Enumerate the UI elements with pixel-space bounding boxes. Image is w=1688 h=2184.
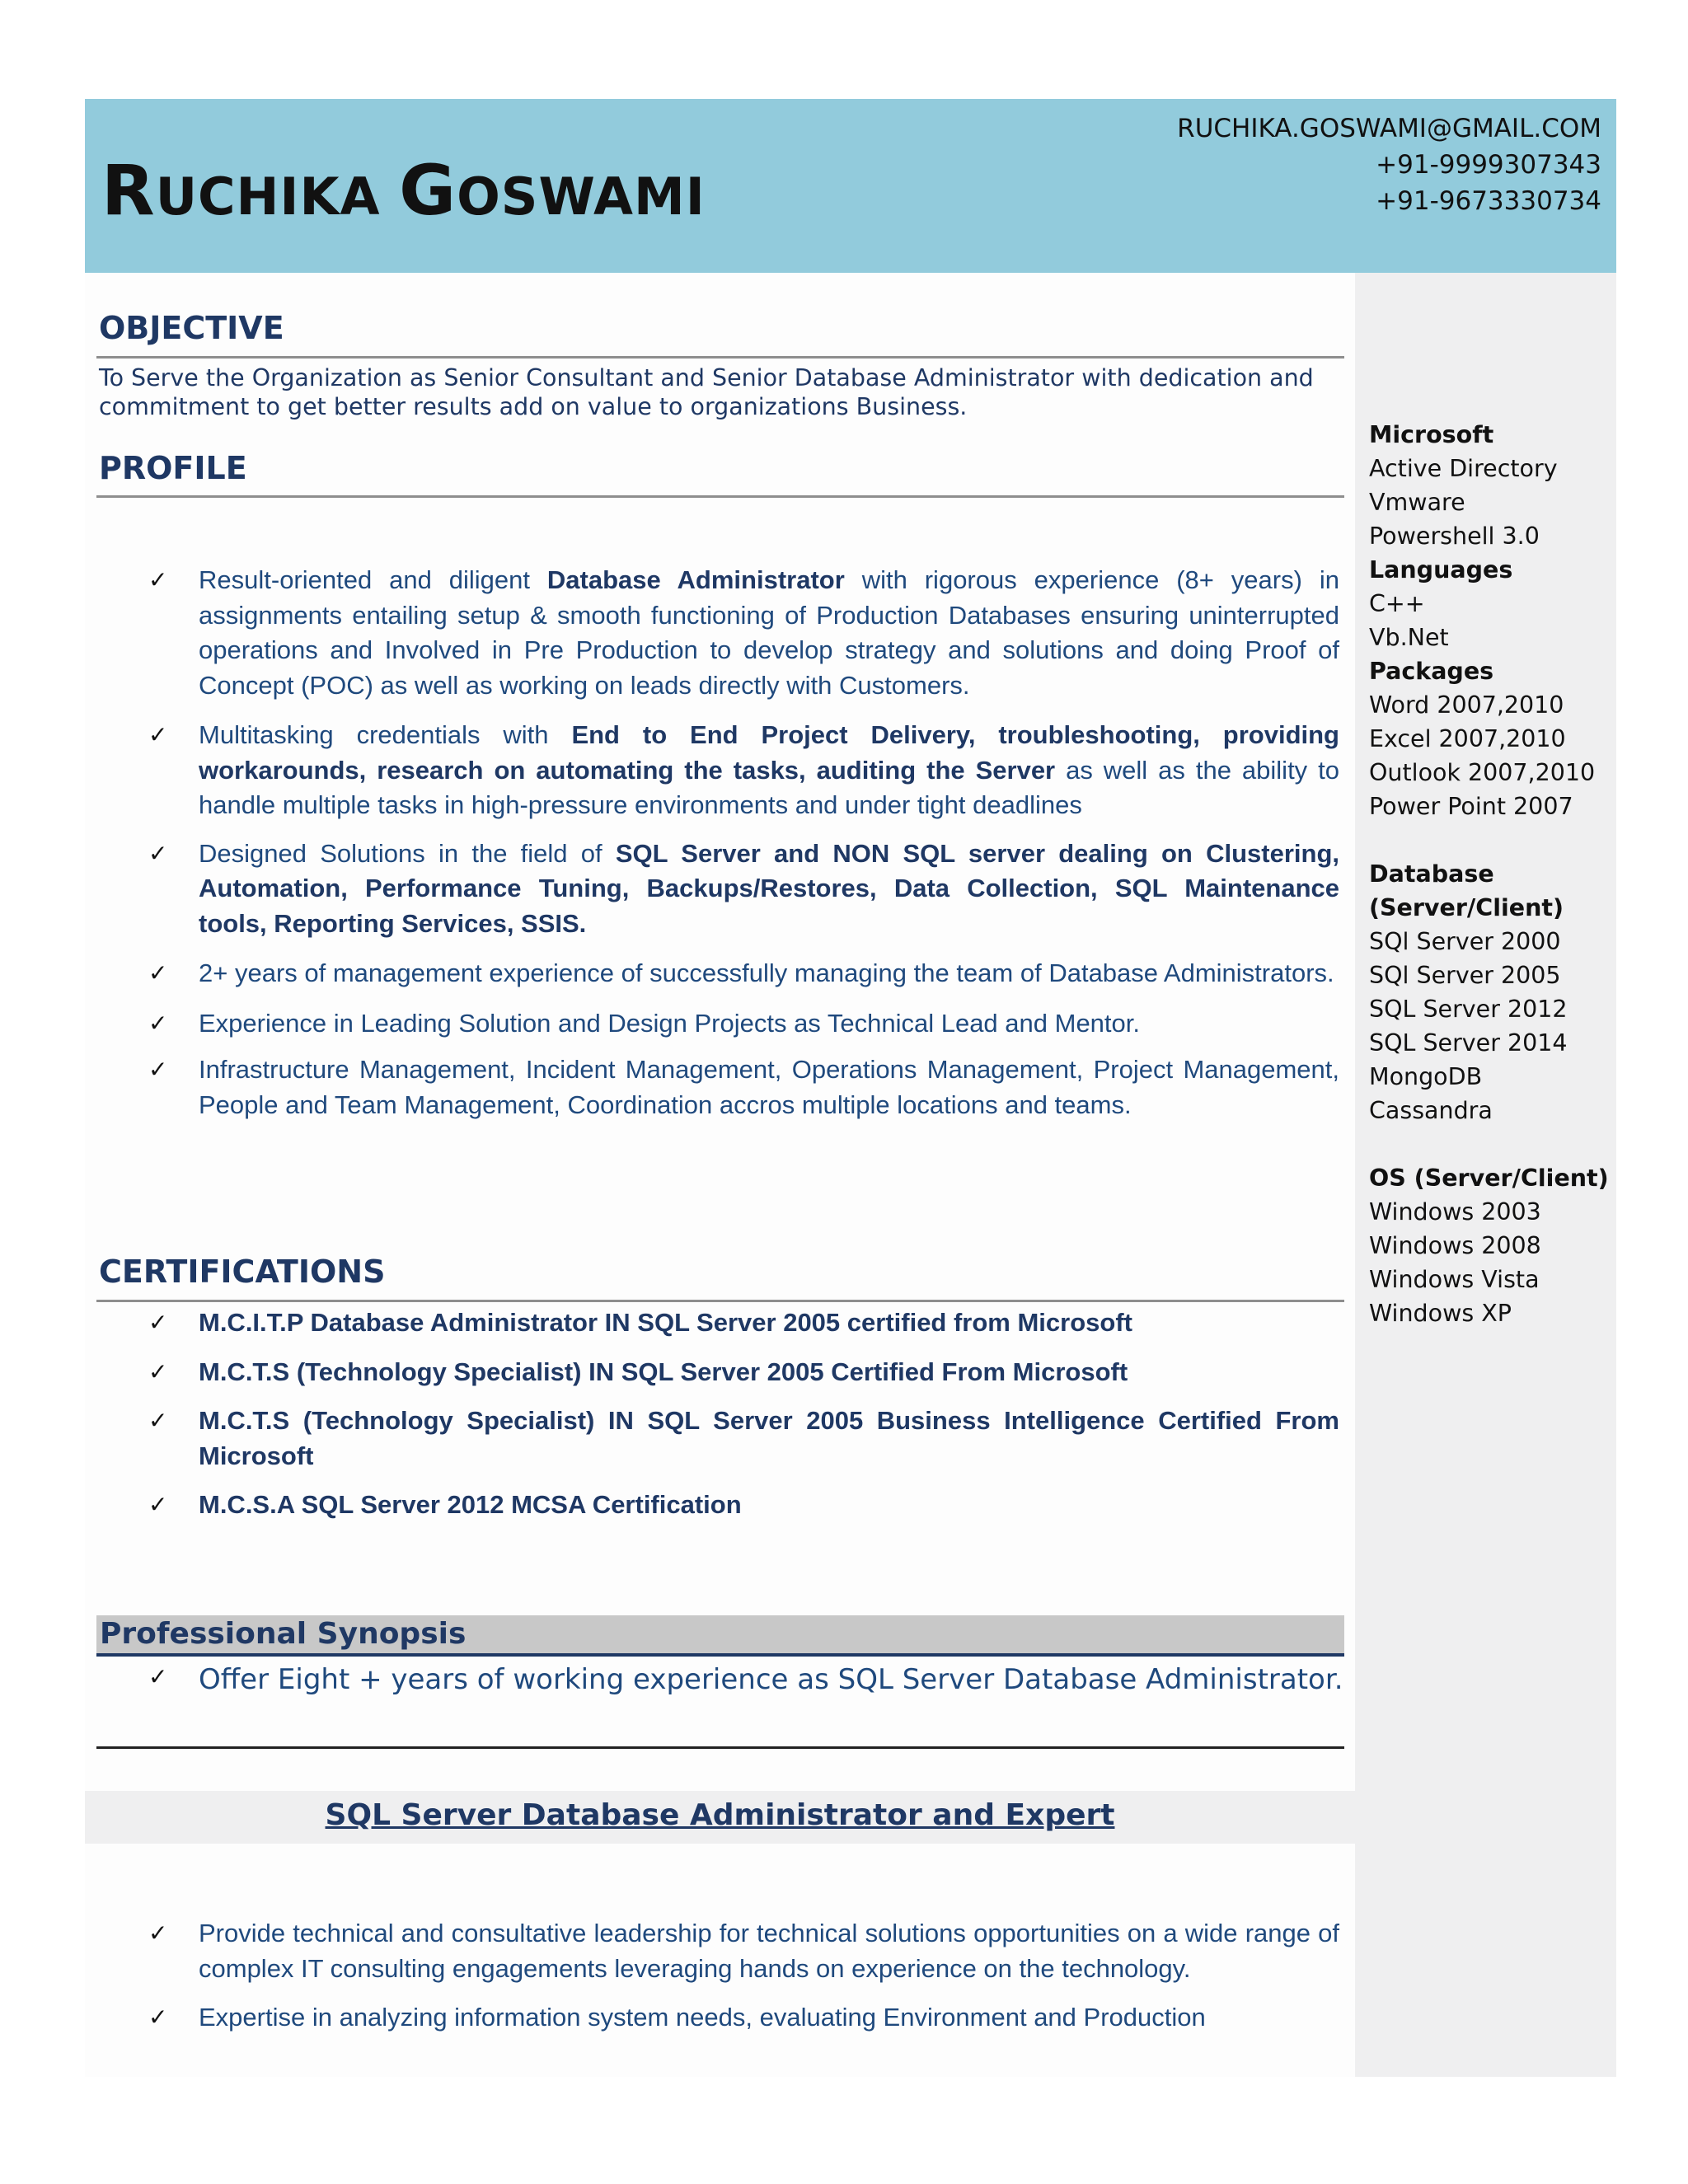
skill-heading: (Server/Client) [1369, 894, 1564, 921]
skill-heading: OS (Server/Client) [1369, 1165, 1609, 1192]
objective-text: To Serve the Organization as Senior Consultant and Senior Database Administrator with dedication and commitment to get better results add on value to organizations Business. [99, 364, 1314, 420]
profile-list [148, 563, 1339, 1122]
synopsis-heading-bar [96, 1615, 1344, 1657]
role-list [148, 1916, 1339, 2036]
checkmark-icon: ✓ [148, 1357, 168, 1385]
checkmark-icon: ✓ [148, 1309, 168, 1336]
profile-rule [96, 495, 1344, 498]
profile-item: ✓ 2+ years of management experience of successfully managing the team of Database Administrators. [148, 956, 1339, 991]
skill-item: Active Directory [1369, 455, 1558, 482]
profile-item: ✓ Infrastructure Management, Incident Management, Operations Management, Project Management, People and Team Management, Coordination accros multiple locations and teams. [148, 1052, 1339, 1122]
spacer [1369, 1127, 1609, 1161]
email-address[interactable]: RUCHIKA.GOSWAMI@GMAIL.COM [1177, 114, 1601, 143]
skill-heading: Microsoft [1369, 421, 1494, 448]
synopsis-item: ✓ Offer Eight + years of working experience as SQL Server Database Administrator. [148, 1663, 1343, 1696]
checkmark-icon: ✓ [148, 959, 168, 987]
skill-item: Windows Vista [1369, 1266, 1540, 1293]
skill-item: Word 2007,2010 [1369, 691, 1564, 719]
skill-item: Excel 2007,2010 [1369, 725, 1566, 752]
objective-rule [96, 356, 1344, 359]
role-heading: SQL Server Database Administrator and Expert [325, 1798, 1115, 1832]
checkmark-icon: ✓ [148, 1491, 168, 1518]
candidate-name: RUCHIKA GOSWAMI [101, 150, 706, 231]
certification-item: ✓ M.C.T.S (Technology Specialist) IN SQL Server 2005 Certified From Microsoft [148, 1355, 1339, 1390]
checkmark-icon: ✓ [148, 839, 168, 867]
certification-item: ✓ M.C.S.A SQL Server 2012 MCSA Certification [148, 1488, 1339, 1523]
spacer [1369, 823, 1609, 857]
skill-heading: Languages [1369, 556, 1513, 583]
checkmark-icon: ✓ [148, 2004, 168, 2031]
skill-item: Windows 2008 [1369, 1232, 1541, 1259]
skill-item: SQl Server 2005 [1369, 962, 1561, 989]
checkmark-icon: ✓ [148, 721, 168, 748]
objective-heading: OBJECTIVE [99, 310, 284, 346]
certifications-heading: CERTIFICATIONS [99, 1254, 386, 1290]
profile-item: ✓ Result-oriented and diligent Database Administrator with rigorous experience (8+ years) in assignments entailing setup & smooth functioning of Production Databases ensuring uninterrupted operations and Involved in Pre Production to develop strategy and solutions and doing Proof of Concept (POC) as well as working on leads directly with Customers. [148, 563, 1339, 703]
skill-heading: Packages [1369, 658, 1494, 685]
skill-heading: Database [1369, 860, 1494, 888]
profile-item: ✓ Multitasking credentials with End to End Project Delivery, troubleshooting, providing workarounds, research on automating the tasks, auditing the Server as well as the ability to handle multiple tasks in high-pressure environments and under tight deadlines [148, 718, 1339, 823]
skills-list [1369, 418, 1609, 1330]
skill-item: C++ [1369, 590, 1425, 617]
profile-heading: PROFILE [99, 450, 247, 486]
checkmark-icon: ✓ [148, 1056, 168, 1083]
checkmark-icon: ✓ [148, 1009, 168, 1037]
certifications-list [148, 1305, 1339, 1523]
skill-item: Outlook 2007,2010 [1369, 759, 1596, 786]
synopsis-rule [96, 1746, 1344, 1749]
checkmark-icon: ✓ [148, 1407, 168, 1434]
skill-item: SQL Server 2014 [1369, 1029, 1568, 1057]
header-banner [85, 99, 1616, 273]
skill-item: Vmware [1369, 489, 1465, 516]
skill-item: Windows XP [1369, 1300, 1512, 1327]
checkmark-icon: ✓ [148, 1663, 168, 1690]
role-heading-band [85, 1791, 1355, 1844]
skill-item: SQL Server 2012 [1369, 996, 1568, 1023]
checkmark-icon: ✓ [148, 1919, 168, 1947]
skill-item: Powershell 3.0 [1369, 523, 1540, 550]
profile-item: ✓ Designed Solutions in the field of SQL Server and NON SQL server dealing on Clustering, Automation, Performance Tuning, Backups/Restores, Data Collection, SQL Maintenance tools, Reporting Services, SSIS. [148, 837, 1339, 942]
skill-item: Vb.Net [1369, 624, 1449, 651]
synopsis-heading: Professional Synopsis [100, 1617, 467, 1651]
skill-item: SQl Server 2000 [1369, 928, 1561, 955]
skill-item: Windows 2003 [1369, 1198, 1541, 1226]
phone-number-2: +91-9673330734 [1376, 186, 1601, 216]
skill-item: Power Point 2007 [1369, 793, 1573, 820]
certifications-rule [96, 1300, 1344, 1302]
contact-block [1177, 110, 1601, 219]
certification-item: ✓ M.C.I.T.P Database Administrator IN SQL Server 2005 certified from Microsoft [148, 1305, 1339, 1341]
checkmark-icon: ✓ [148, 566, 168, 593]
profile-item: ✓ Experience in Leading Solution and Design Projects as Technical Lead and Mentor. [148, 1006, 1339, 1042]
skill-item: MongoDB [1369, 1063, 1483, 1090]
role-item: ✓ Provide technical and consultative leadership for technical solutions opportunities on a wide range of complex IT consulting engagements leveraging hands on experience on the technology. [148, 1916, 1339, 1986]
phone-number-1: +91-9999307343 [1376, 150, 1601, 180]
certification-item: ✓ M.C.T.S (Technology Specialist) IN SQL Server 2005 Business Intelligence Certified From Microsoft [148, 1404, 1339, 1474]
skill-item: Cassandra [1369, 1097, 1493, 1124]
role-item: ✓ Expertise in analyzing information system needs, evaluating Environment and Production [148, 2000, 1339, 2036]
